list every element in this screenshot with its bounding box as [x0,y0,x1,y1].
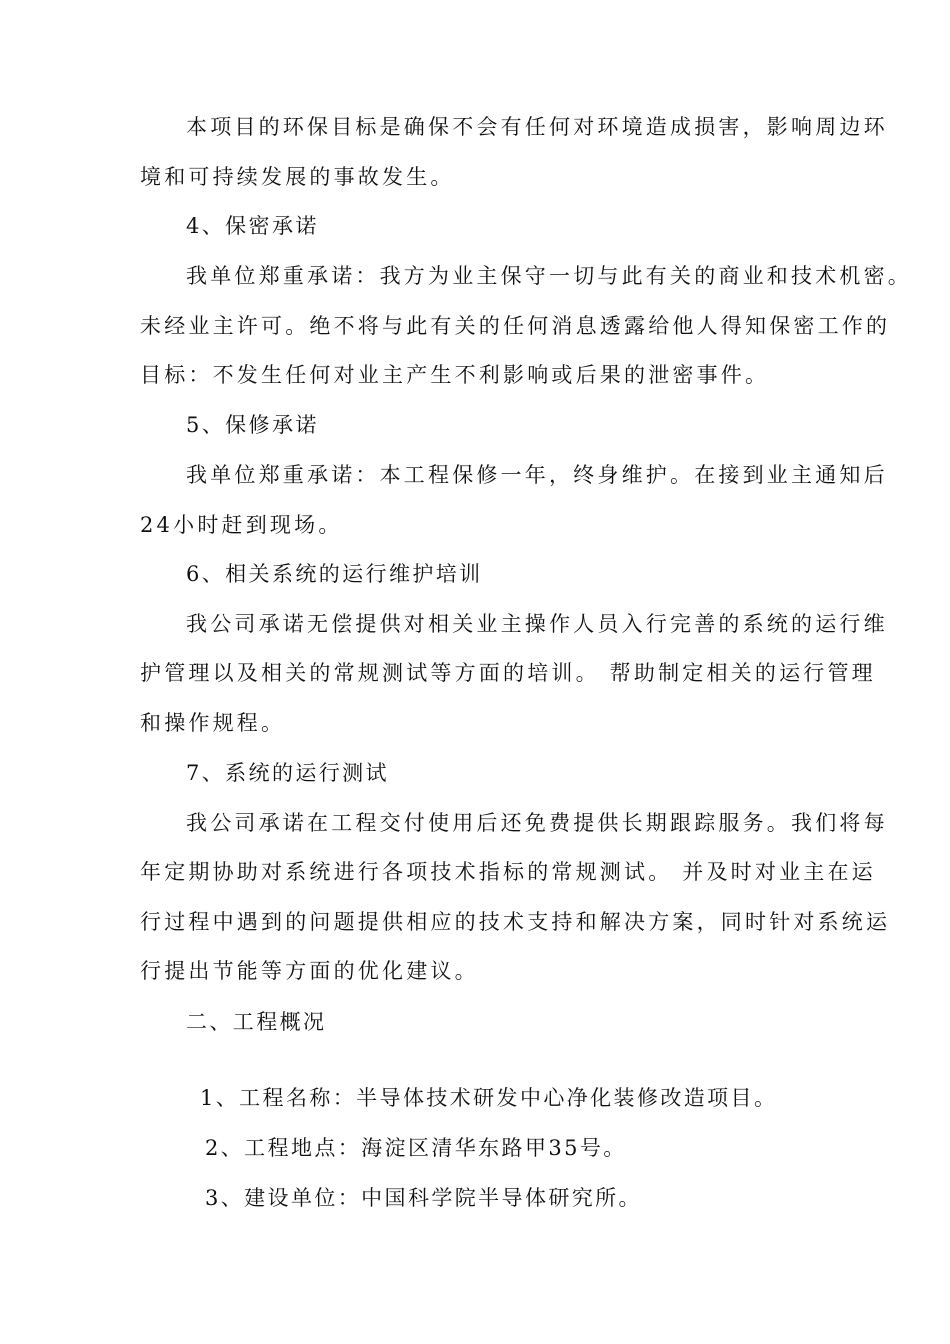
overview-item: 1、工程名称：半导体技术研发中心净化装修改造项目。 [200,1086,778,1110]
paragraph-line: 我公司承诺无偿提供对相关业主操作人员入行完善的系统的运行维 [186,612,888,636]
paragraph-line: 护管理以及相关的常规测试等方面的培训。 帮助制定相关的运行管理 [140,661,876,685]
paragraph-line: 行过程中遇到的问题提供相应的技术支持和解决方案，同时针对系统运 [140,910,891,934]
paragraph-line: 未经业主许可。绝不将与此有关的任何消息透露给他人得知保密工作的 [140,314,891,338]
paragraph-line: 年定期协助对系统进行各项技术指标的常规测试。 并及时对业主在运 [140,860,876,884]
paragraph-line: 境和可持续发展的事故发生。 [140,165,455,189]
paragraph-line: 我单位郑重承诺：本工程保修一年，终身维护。在接到业主通知后 [186,463,888,487]
paragraph-line: 行提出节能等方面的优化建议。 [140,959,479,983]
overview-item: 3、建设单位：中国科学院半导体研究所。 [205,1186,642,1210]
section-heading: 4、保密承诺 [186,214,319,238]
chapter-heading: 二、工程概况 [186,1010,327,1034]
paragraph-line: 目标：不发生任何对业主产生不利影响或后果的泄密事件。 [140,363,770,387]
paragraph-line: 本项目的环保目标是确保不会有任何对环境造成损害，影响周边环 [186,115,888,139]
paragraph-line: 我公司承诺在工程交付使用后还免费提供长期跟踪服务。我们将每 [186,811,888,835]
overview-item: 2、工程地点：海淀区清华东路甲35号。 [205,1136,627,1160]
paragraph-line: 和操作规程。 [140,711,286,735]
section-heading: 5、保修承诺 [186,413,319,437]
section-heading: 6、相关系统的运行维护培训 [186,562,483,586]
paragraph-line: 我单位郑重承诺：我方为业主保守一切与此有关的商业和技术机密。 [186,264,912,288]
paragraph-line: 24小时赶到现场。 [140,513,343,537]
section-heading: 7、系统的运行测试 [186,761,389,785]
